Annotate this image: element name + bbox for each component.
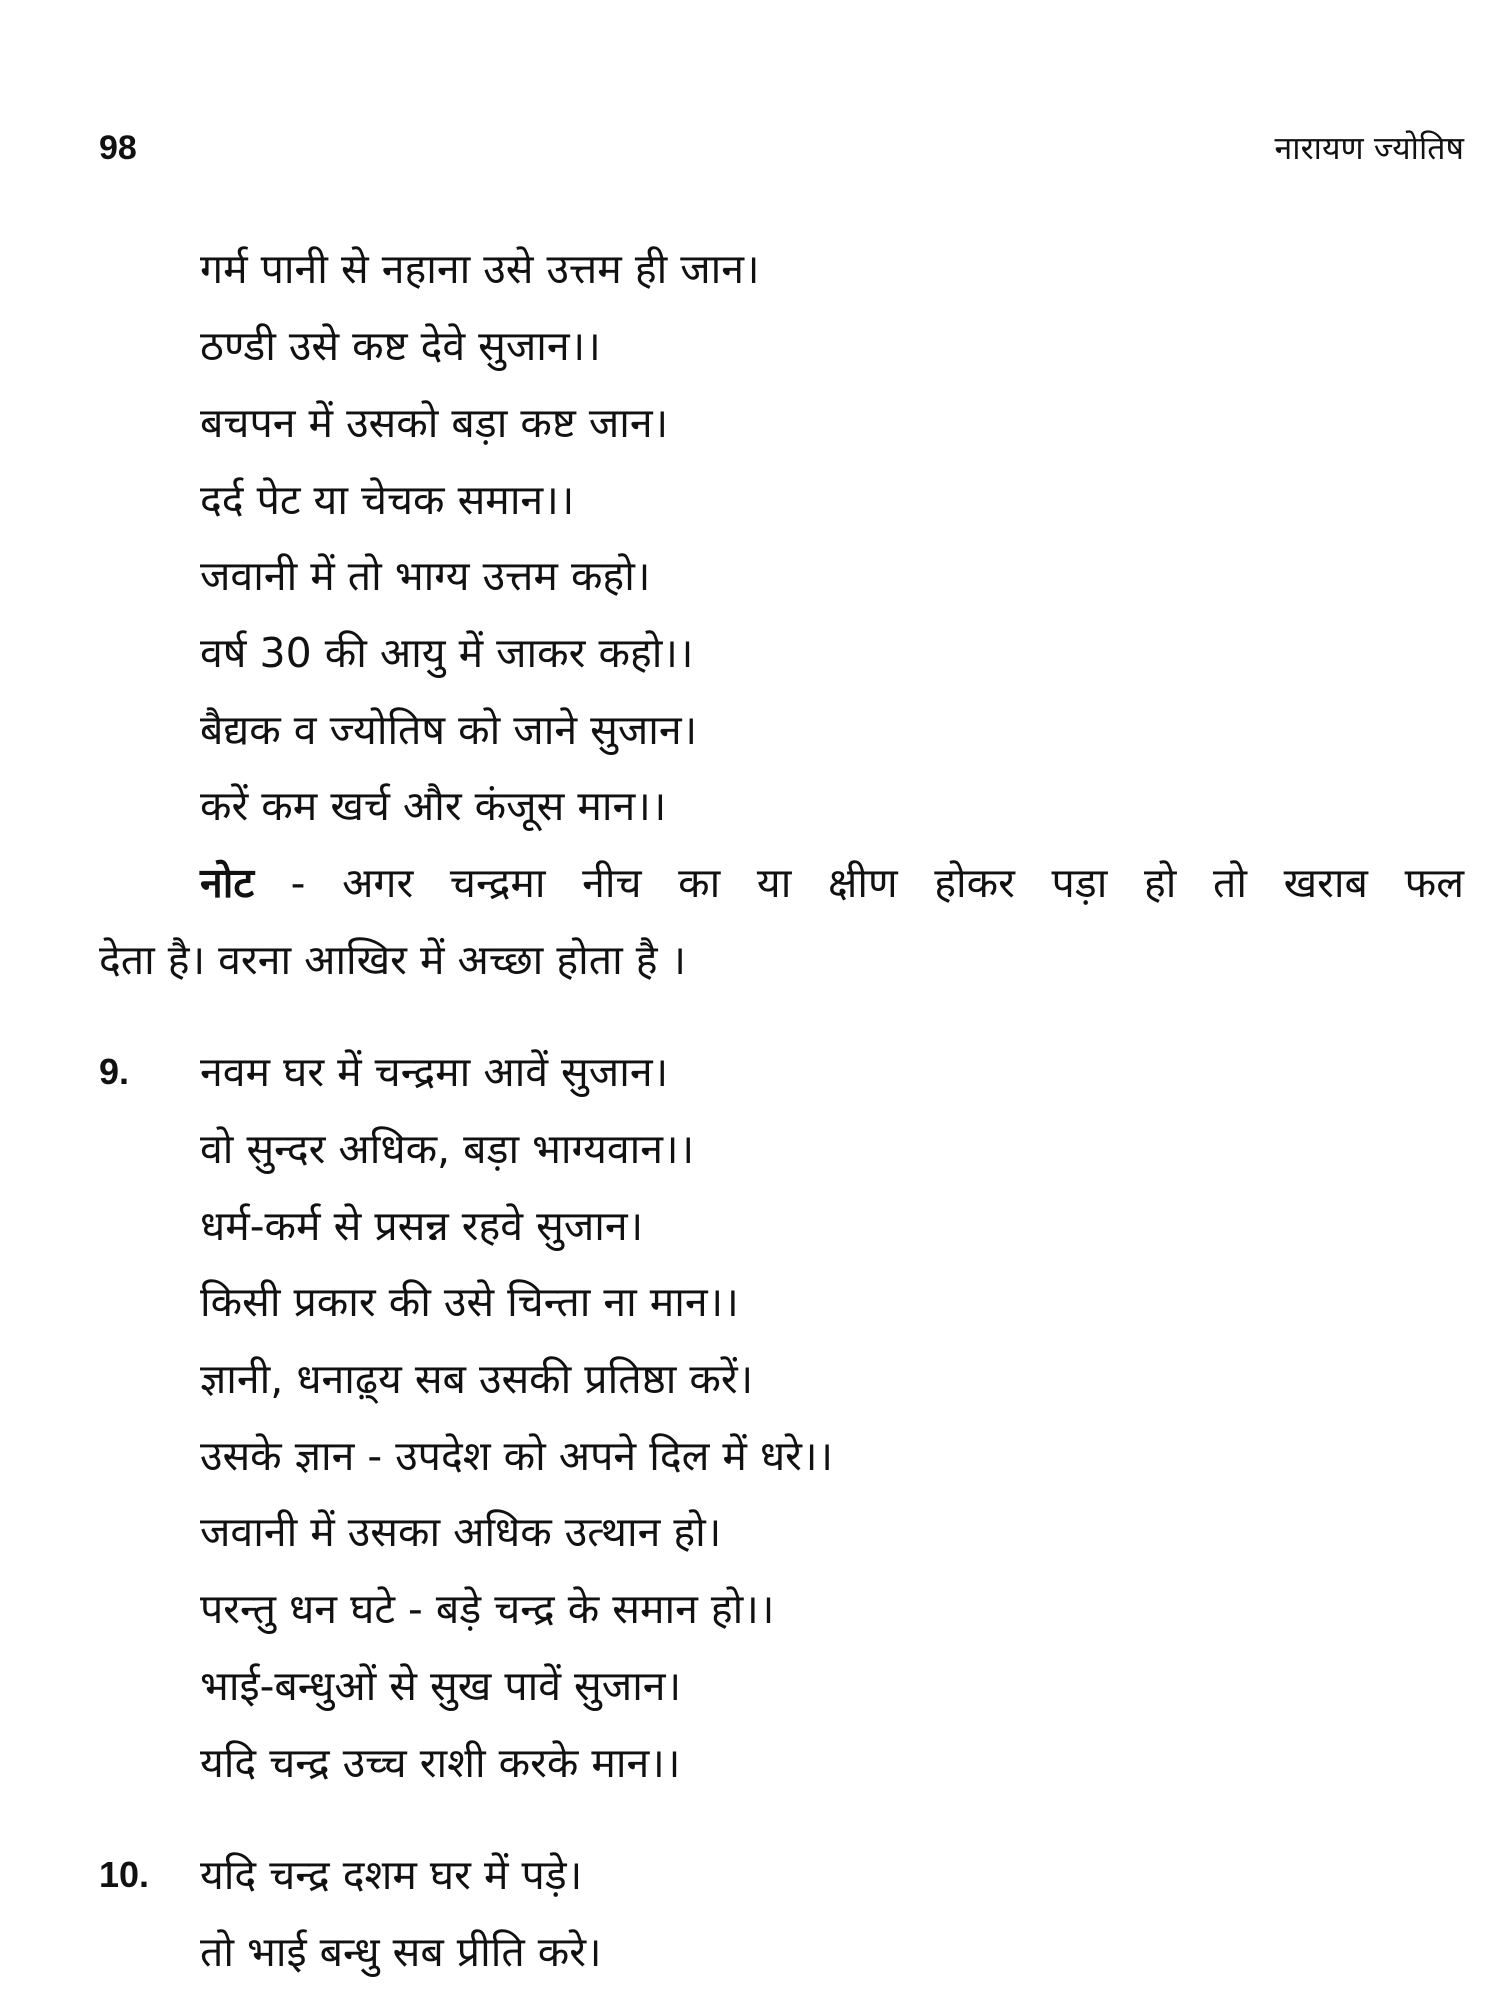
verse-line: बचपन में उसको बड़ा कष्ट जान। [200,399,669,447]
running-title: नारायण ज्योतिष [1274,129,1464,167]
verse-line: तो भाई बन्धु सब प्रीति करे। [200,1928,602,1976]
verse-line: जवानी में उसका अधिक उत्थान हो। [200,1508,722,1556]
note-label: नोट [200,859,255,907]
note-text: - अगर चन्द्रमा नीच का या क्षीण होकर पड़ा हो तो खराब फल [254,859,1464,907]
note-paragraph-continuation: देता है। वरना आखिर में अच्छा होता है । [99,936,687,984]
verse-line: नवम घर में चन्द्रमा आवें सुजान। [200,1048,669,1096]
verse-line: करें कम खर्च और कंजूस मान।। [200,782,667,830]
verse-line: ठण्डी उसे कष्ट देवे सुजान।। [200,322,601,370]
page-number: 98 [99,129,137,167]
section-number-10: 10. [99,1854,150,1895]
verse-line: परन्तु धन घटे - बड़े चन्द्र के समान हो।। [200,1585,775,1633]
verse-line: धर्म-कर्म से प्रसन्न रहवे सुजान। [200,1202,644,1250]
note-paragraph [200,855,1464,911]
section-number-9: 9. [99,1051,130,1092]
verse-line: भाई-बन्धुओं से सुख पावें सुजान। [200,1662,682,1710]
verse-line: वर्ष 30 की आयु में जाकर कहो।। [200,629,694,677]
verse-line: ज्ञानी, धनाढ़्य सब उसकी प्रतिष्ठा करें। [200,1355,754,1403]
verse-line: यदि चन्द्र दशम घर में पड़े। [200,1851,583,1899]
verse-line: उसके ज्ञान - उपदेश को अपने दिल में धरे।। [200,1432,834,1480]
verse-line: गर्म पानी से नहाना उसे उत्तम ही जान। [200,245,760,293]
verse-line: दर्द पेट या चेचक समान।। [200,476,575,524]
verse-line: किसी प्रकार की उसे चिन्ता ना मान।। [200,1278,739,1326]
verse-line: बैद्यक व ज्योतिष को जाने सुजान। [200,706,698,754]
verse-line: यदि चन्द्र उच्च राशी करके मान।। [200,1739,681,1787]
verse-line: वो सुन्दर अधिक, बड़ा भाग्यवान।। [200,1125,695,1173]
verse-line: जवानी में तो भाग्य उत्तम कहो। [200,552,651,600]
